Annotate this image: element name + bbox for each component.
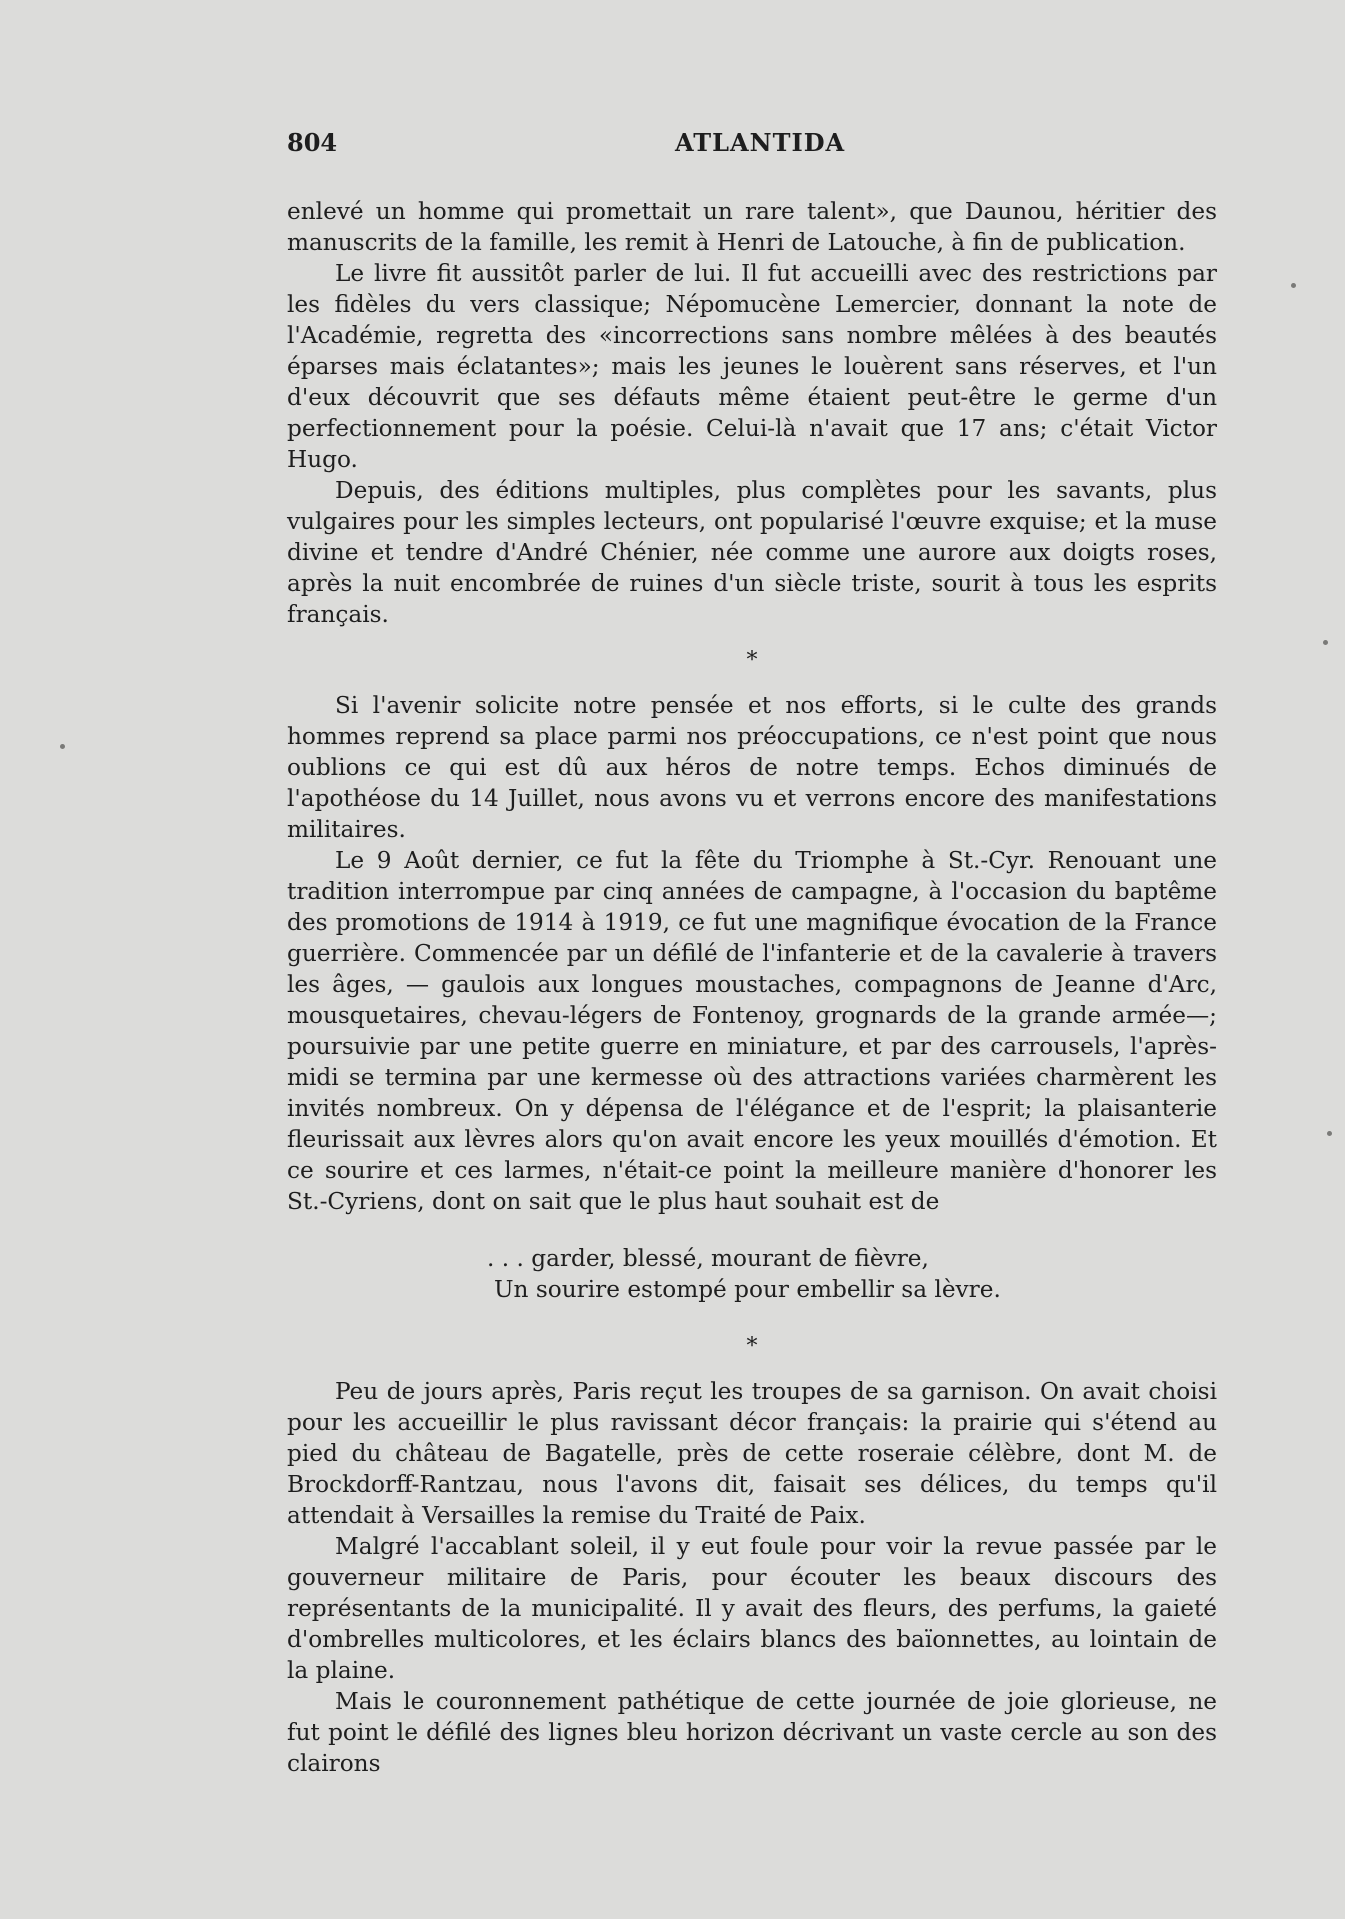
paragraph-3: Depuis, des éditions multiples, plus complètes pour les savants, plus vulgaires pour les simples lecteurs, ont popularisé l'œuvre exquise; et la muse divine et tendre d'André Chénier, née comme une aurore aux doigts roses, après la nuit encombrée de ruines d'un siècle triste, sourit à tous les esprits français. — [287, 477, 1217, 628]
page-number: 804 — [287, 128, 338, 157]
verse-line-1: . . . garder, blessé, mourant de fièvre, — [487, 1245, 929, 1272]
paragraph-5: Le 9 Août dernier, ce fut la fête du Triomphe à St.-Cyr. Renouant une tradition interrompue par cinq années de campagne, à l'occasion du baptême des promotions de 1914 à 1919, ce fut une magnifique évocation de la France guerrière. Commencée par un défilé de l'infanterie et de la cavalerie à travers les âges, — gaulois aux longues moustaches, compagnons de Jeanne d'Arc, mousquetaires, chevau-légers de Fontenoy, grognards de la grande armée—; poursuivie par une petite guerre en miniature, et par des carrousels, l'après-midi se termina par une kermesse où des attractions variées charmèrent les invités nombreux. On y dépensa de l'élégance et de l'esprit; la plaisanterie fleurissait aux lèvres alors qu'on avait encore les yeux mouillés d'émotion. Et ce sourire et ces larmes, n'était-ce point la meilleure manière d'honorer les St.-Cyriens, dont on sait que le plus haut souhait est de — [287, 847, 1217, 1215]
verse-quote — [287, 1243, 1217, 1305]
paragraph-8: Mais le couronnement pathétique de cette journée de joie glorieuse, ne fut point le défilé des lignes bleu horizon décrivant un vaste cercle au son des clairons — [287, 1688, 1217, 1777]
verse-line-2: Un sourire estompé pour embellir sa lèvre. — [494, 1276, 1001, 1303]
page-header — [287, 128, 1217, 164]
paper-speck — [60, 744, 65, 749]
paper-speck — [1291, 283, 1296, 288]
paragraph-4: Si l'avenir solicite notre pensée et nos efforts, si le culte des grands hommes reprend sa place parmi nos préoccupations, ce n'est point que nous oublions ce qui est dû aux héros de notre temps. Echos diminués de l'apothéose du 14 Juillet, nous avons vu et verrons encore des manifestations militaires. — [287, 692, 1217, 843]
paragraph-2: Le livre fit aussitôt parler de lui. Il fut accueilli avec des restrictions par les fidèles du vers classique; Népomucène Lemercier, donnant la note de l'Académie, regretta des «incorrections sans nombre mêlées à des beautés éparses mais éclatantes»; mais les jeunes le louèrent sans réserves, et l'un d'eux découvrit que ses défauts même étaient peut-être le germe d'un perfectionnement pour la poésie. Celui-là n'avait que 17 ans; c'était Victor Hugo. — [287, 260, 1217, 473]
section-separator-1: * — [746, 648, 758, 673]
paper-speck — [1327, 1131, 1332, 1136]
paragraph-7: Malgré l'accablant soleil, il y eut foule pour voir la revue passée par le gouverneur militaire de Paris, pour écouter les beaux discours des représentants de la municipalité. Il y avait des fleurs, des perfums, la gaieté d'ombrelles multicolores, et les éclairs blancs des baïonnettes, au lointain de la plaine. — [287, 1533, 1217, 1684]
section-separator-2: * — [746, 1334, 758, 1359]
body-text — [287, 196, 1217, 1779]
paragraph-1: enlevé un homme qui promettait un rare talent», que Daunou, héritier des manuscrits de la famille, les remit à Henri de Latouche, à fin de publication. — [287, 198, 1217, 256]
running-title: ATLANTIDA — [675, 128, 846, 157]
paper-speck — [1323, 640, 1328, 645]
paragraph-6: Peu de jours après, Paris reçut les troupes de sa garnison. On avait choisi pour les accueillir le plus ravissant décor français: la prairie qui s'étend au pied du château de Bagatelle, près de cette roseraie célèbre, dont M. de Brockdorff-Rantzau, nous l'avons dit, faisait ses délices, du temps qu'il attendait à Versailles la remise du Traité de Paix. — [287, 1378, 1217, 1529]
